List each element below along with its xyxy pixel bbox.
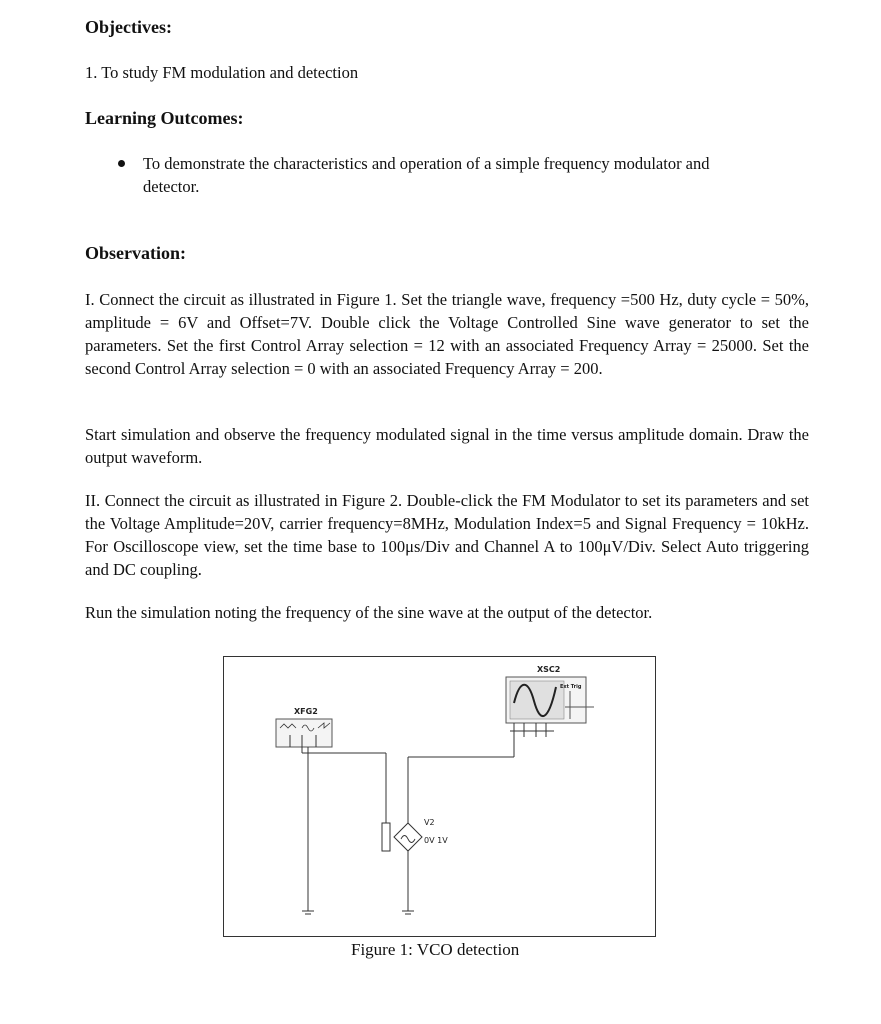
source-label: V2 — [424, 818, 435, 827]
circuit-diagram — [224, 657, 657, 938]
source-value: 0V 1V — [424, 836, 448, 845]
figure-caption: Figure 1: VCO detection — [351, 940, 520, 959]
circuit-figure — [223, 656, 656, 937]
bullet-icon — [118, 160, 125, 167]
learning-outcomes-heading: Learning Outcomes: — [85, 108, 244, 128]
outcome-line-1: To demonstrate the characteristics and operation of a simple frequency modulator and — [143, 154, 710, 173]
observation-part1-run: Start simulation and observe the frequency modulated signal in the time versus amplitude domain. Draw the output waveform. — [85, 425, 809, 467]
objective-item: 1. To study FM modulation and detection — [85, 63, 359, 82]
scope-label: XSC2 — [537, 665, 561, 674]
function-generator-icon — [276, 719, 332, 747]
objectives-heading: Objectives: — [85, 17, 172, 37]
ground-icon — [302, 911, 414, 914]
observation-part2-run: Run the simulation noting the frequency of the sine wave at the output of the detector. — [85, 603, 653, 622]
observation-heading: Observation: — [85, 243, 186, 263]
fgen-label: XFG2 — [294, 707, 318, 716]
scope-terminal-label: Ext Trig — [560, 684, 582, 690]
observation-part2: II. Connect the circuit as illustrated in Figure 2. Double-click the FM Modulator to set its parameters and set the Voltage Amplitude=20V, carrier frequency=8MHz, Modulation Index=5 and Signal Frequency = 10kHz. For Oscilloscope view, set the time base to 100μs/Div and Channel A to 100μV/Div. Select Auto triggering and DC coupling. — [85, 491, 809, 579]
outcome-line-2: detector. — [143, 177, 200, 196]
observation-part1: I. Connect the circuit as illustrated in Figure 1. Set the triangle wave, frequency =500 Hz, duty cycle = 50%, amplitude = 6V and Offset=7V. Double click the Voltage Controlled Sine wave generator to set the parameters. Set the first Control Array selection = 12 with an associated Frequency Array = 25000. Set the second Control Array selection = 0 with an associated Frequency Array = 200. — [85, 290, 809, 378]
voltage-controlled-source-icon — [394, 823, 422, 851]
